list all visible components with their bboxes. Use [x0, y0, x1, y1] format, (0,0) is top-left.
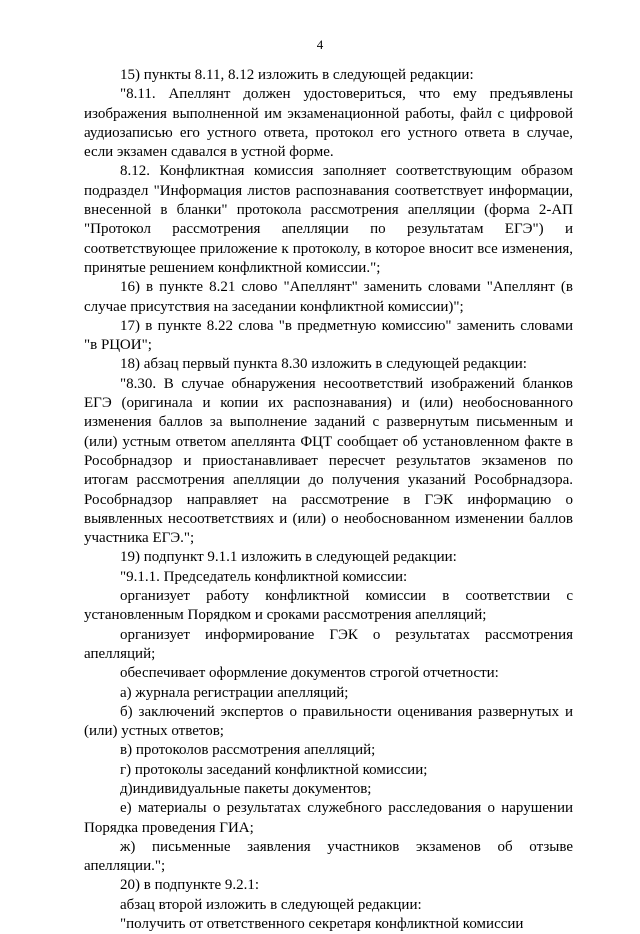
- list-item: г) протоколы заседаний конфликтной комиссии;: [120, 761, 428, 778]
- list-item: в) протоколов рассмотрения апелляций;: [120, 742, 376, 759]
- list-item: б) заключений экспертов о правильности оценивания развернутых и (или) устных ответов;: [84, 703, 573, 740]
- paragraph: 16) в пункте 8.21 слово "Апеллянт" заменить словами "Апеллянт (в случае присутствия на заседании конфликтной комиссии)";: [84, 279, 573, 315]
- paragraph: 17) в пункте 8.22 слова "в предметную комиссию" заменить словами "в РЦОИ";: [84, 317, 573, 354]
- list-item: д)индивидуальные пакеты документов;: [120, 780, 372, 797]
- paragraph: "получить от ответственного секретаря конфликтной комиссии: [120, 916, 524, 933]
- paragraph: 15) пункты 8.11, 8.12 изложить в следующей редакции:: [120, 67, 474, 83]
- paragraph: организует информирование ГЭК о результатах рассмотрения апелляций;: [84, 626, 573, 662]
- list-item: ж) письменные заявления участников экзаменов об отзыве апелляции.";: [84, 838, 573, 875]
- paragraph: организует работу конфликтной комиссии в соответствии с установленным Порядком и сроками рассмотрения апелляций;: [84, 588, 573, 624]
- paragraph: обеспечивает оформление документов строгой отчетности:: [120, 665, 499, 682]
- paragraph: 18) абзац первый пункта 8.30 изложить в следующей редакции:: [120, 356, 527, 373]
- list-item: е) материалы о результатах служебного расследования о нарушении Порядка проведения ГИА;: [84, 800, 573, 836]
- paragraph: "9.1.1. Председатель конфликтной комиссии:: [120, 568, 408, 585]
- paragraph: 19) подпункт 9.1.1 изложить в следующей редакции:: [120, 549, 457, 566]
- paragraph: 20) в подпункте 9.2.1:: [120, 877, 260, 894]
- document-body: [84, 66, 573, 934]
- paragraph: "8.30. В случае обнаружения несоответствий изображений бланков ЕГЭ (оригинала и копии их распознавания) и (или) необоснованного изменения баллов за выполнение заданий с развернутым письменным и (или) устным ответом апеллянта ФЦТ сообщает об установленном факте в Рособрнадзор и приостанавливает пересчет результатов экзаменов по итогам рассмотрения апелляции до получения указаний Рособрнадзора. Рособрнадзор направляет на рассмотрение в ГЭК информацию о выявленных несоответствиях и (или) о необоснованном изменении баллов участника ЕГЭ.";: [84, 375, 573, 547]
- list-item: а) журнала регистрации апелляций;: [120, 684, 349, 701]
- page-number: 4: [316, 37, 324, 52]
- paragraph: 8.12. Конфликтная комиссия заполняет соответствующим образом подраздел "Информация листов распознавания соответствует информации, внесенной в бланки" протокола рассмотрения апелляции (форма 2-АП "Протокол рассмотрения апелляции по результатам ЕГЭ") и соответствующее приложение к протоколу, в которое вносит все изменения, принятые решением конфликтной комиссии.";: [84, 163, 573, 276]
- paragraph: абзац второй изложить в следующей редакции:: [120, 896, 422, 913]
- paragraph: "8.11. Апеллянт должен удостовериться, что ему предъявлены изображения выполненной им экзаменационной работы, файл с цифровой аудиозаписью его устного ответа, протокол его устного ответа в случае, если экзамен сдавался в устной форме.: [84, 86, 573, 161]
